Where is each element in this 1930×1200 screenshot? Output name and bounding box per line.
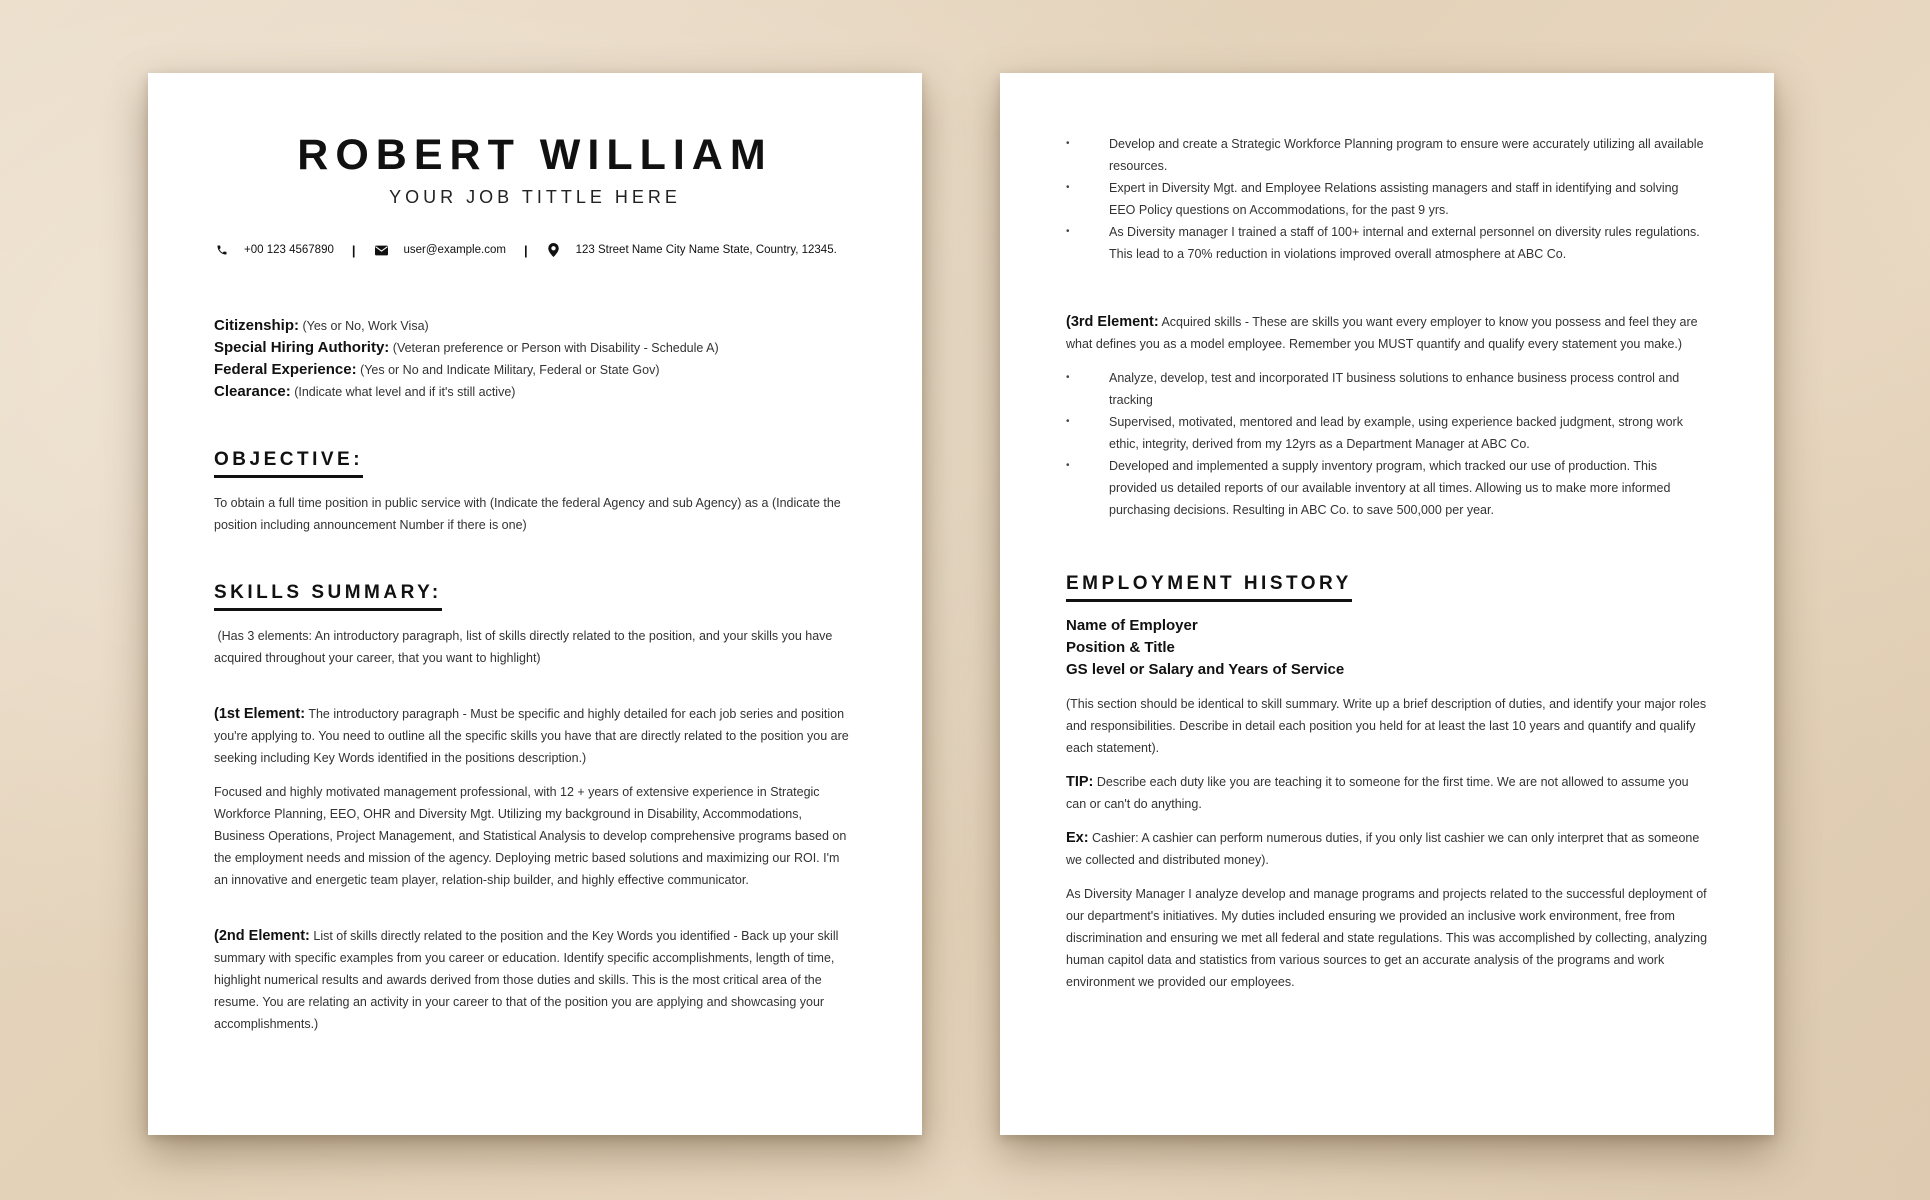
street-address: 123 Street Name City Name State, Country, 12345.: [575, 244, 837, 256]
contact-separator: |: [523, 242, 528, 258]
resume-page-1: [148, 73, 922, 1135]
candidate-name: ROBERT WILLIAM: [297, 131, 773, 179]
objective-text: To obtain a full time position in public service with (Indicate the federal Agency and sub Agency) as a (Indicate the position including announcement Number if there is one): [214, 496, 841, 532]
example-label: Ex:: [1066, 830, 1089, 846]
first-element-label: 1st Element:: [218, 706, 306, 722]
envelope-icon: [374, 242, 390, 258]
skills-heading: SKILLS SUMMARY:: [214, 582, 442, 611]
contact-separator: |: [351, 242, 356, 258]
skills-section: [214, 582, 856, 1035]
fact-federal-experience: Federal Experience: (Yes or No and Indicate Military, Federal or State Gov): [214, 361, 660, 378]
objective-section: [214, 449, 856, 536]
profile-paragraph: Focused and highly motivated management professional, with 12 + years of extensive experience in Strategic Workforce Planning, EEO, OHR and Diversity Mgt. Utilizing my background in Disability, Accommodations, Business Operations, Project Management, and Statistical Analysis to develop comprehensive programs based on the employment needs and mission of the agency. Deploying metric based solutions and maximizing our ROI. I'm an innovative and energetic team player, relation-ship builder, and highly effective communicator.: [214, 785, 847, 887]
fact-clearance: Clearance: (Indicate what level and if it's still active): [214, 383, 516, 400]
fact-citizenship: Citizenship: (Yes or No, Work Visa): [214, 317, 429, 334]
tip-paragraph: TIP: Describe each duty like you are teaching it to someone for the first time. We are not allowed to assume you can or can't do anything.: [1066, 774, 1689, 811]
resume-page-2: [1000, 73, 1774, 1135]
list-item: • Developed and implemented a supply inventory program, which tracked our use of production. This provided us detailed reports of our available inventory at all times. Allowing us to make more informed purchasing decisions. Resulting in ABC Co. to save 500,000 per year.: [1066, 455, 1708, 521]
objective-heading: OBJECTIVE:: [214, 449, 363, 478]
second-element-paragraph: (2nd Element: List of skills directly related to the position and the Key Words you identified - Back up your skill summary with specific examples from you career or education. Identify specific accomplishments, length of time, highlight numerical results and awards derived from those duties and skills. This is the most critical area of the resume. You are relating an activity in your career to that of the position you are applying and showcasing your accomplishments.): [214, 928, 839, 1031]
skills-intro: (Has 3 elements: An introductory paragraph, list of skills directly related to the position, and your skills you have acquired throughout your career, that you want to highlight): [214, 629, 836, 665]
gs-level: GS level or Salary and Years of Service: [1066, 661, 1345, 678]
eligibility-facts: [214, 315, 856, 403]
phone-number: +00 123 4567890: [244, 244, 334, 256]
job-title: YOUR JOB TITTLE HERE: [389, 187, 681, 207]
employment-heading: EMPLOYMENT HISTORY: [1066, 573, 1352, 602]
employer-name: Name of Employer: [1066, 617, 1198, 634]
list-item: • As Diversity manager I trained a staff of 100+ internal and external personnel on diversity rules regulations. This lead to a 70% reduction in violations improved overall atmosphere at ABC Co.: [1066, 221, 1708, 265]
employment-summary: As Diversity Manager I analyze develop and manage programs and projects related to the successful deployment of our department's initiatives. My duties included ensuring we provided an inclusive work environment, free from discrimination and ensuring we met all federal and state regulations. This was accomplished by collecting, analyzing human capitol data and statistics from various sources to get an accurate analysis of the programs and work environment we provided our employees.: [1066, 887, 1708, 989]
list-item: • Expert in Diversity Mgt. and Employee Relations assisting managers and staff in identifying and solving EEO Policy questions on Accommodations, for the past 9 yrs.: [1066, 177, 1708, 221]
first-element-paragraph: (1st Element: The introductory paragraph - Must be specific and highly detailed for each job series and position you're applying to. You need to outline all the specific skills you have that are directly related to the position you are seeking including Key Words identified in the positions description.): [214, 706, 849, 765]
list-item: • Analyze, develop, test and incorporated IT business solutions to enhance business process control and tracking: [1066, 367, 1708, 411]
employer-block: [1066, 615, 1708, 681]
third-element-paragraph: (3rd Element: Acquired skills - These are skills you want every employer to know you possess and feel they are what defines you as a model employee. Remember you MUST quantify and qualify every statement you make.): [1066, 314, 1698, 351]
list-item: • Develop and create a Strategic Workforce Planning program to ensure were accurately utilizing all available resources.: [1066, 133, 1708, 177]
skills-bullet-list-top: [1066, 133, 1708, 265]
third-element-label: 3rd Element:: [1070, 314, 1159, 330]
list-item: • Supervised, motivated, mentored and lead by example, using experience backed judgment, strong work ethic, integrity, derived from my 12yrs as a Department Manager at ABC Co.: [1066, 411, 1708, 455]
skills-bullet-list-acquired: [1066, 367, 1708, 521]
tip-label: TIP:: [1066, 774, 1094, 790]
email-address: user@example.com: [403, 244, 506, 256]
contact-bar: [214, 242, 856, 258]
fact-special-hiring-authority: Special Hiring Authority: (Veteran preference or Person with Disability - Schedule A): [214, 339, 719, 356]
second-element-label: 2nd Element:: [218, 928, 310, 944]
map-pin-icon: [546, 242, 562, 258]
employment-description: (This section should be identical to skill summary. Write up a brief description of duties, and identify your major roles and responsibilities. Describe in detail each position you held for at least the last 10 years and quantify and qualify each statement).: [1066, 697, 1707, 755]
employment-section: [1066, 573, 1708, 993]
example-paragraph: Ex: Cashier: A cashier can perform numerous duties, if you only list cashier we can only interpret that as someone we collected and distributed money).: [1066, 830, 1700, 867]
position-title: Position & Title: [1066, 639, 1175, 656]
phone-icon: [214, 242, 230, 258]
